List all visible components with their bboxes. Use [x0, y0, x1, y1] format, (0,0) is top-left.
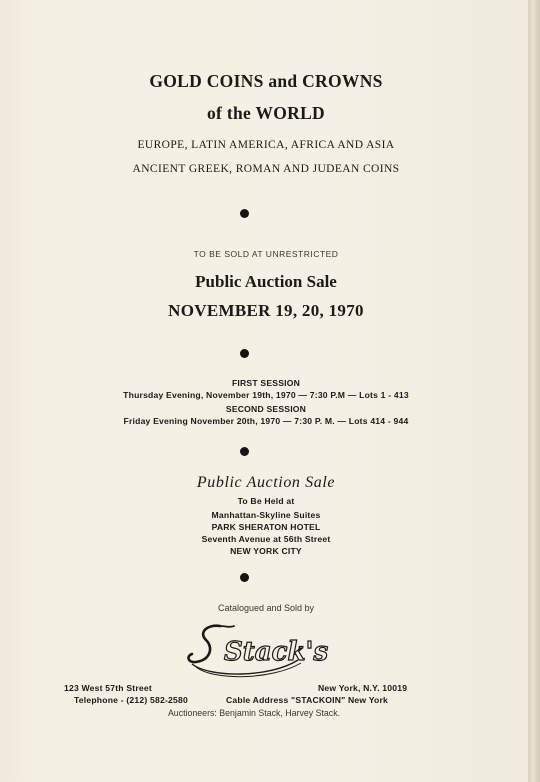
catalogue-title-line1: GOLD COINS and CROWNS	[149, 71, 383, 91]
venue-line: NEW YORK CITY	[230, 546, 302, 556]
footer-cable-address: Cable Address "STACKOIN" New York	[226, 695, 388, 705]
sale-intro: TO BE SOLD AT UNRESTRICTED	[193, 249, 339, 259]
venue-line: Manhattan-Skyline Suites	[211, 510, 321, 520]
venue-held-at: To Be Held at	[237, 496, 295, 506]
catalogue-title-line2: of the WORLD	[207, 103, 325, 123]
bullet-divider	[240, 349, 249, 358]
venue-line: PARK SHERATON HOTEL	[211, 522, 321, 532]
sale-heading: Public Auction Sale	[195, 272, 337, 291]
session-heading: FIRST SESSION	[231, 378, 301, 388]
footer-telephone: Telephone - (212) 582-2580	[74, 695, 188, 705]
catalogue-subtitle-line2: ANCIENT GREEK, ROMAN AND JUDEAN COINS	[132, 163, 400, 175]
catalogue-subtitle-line1: EUROPE, LATIN AMERICA, AFRICA AND ASIA	[137, 139, 395, 151]
bullet-divider	[240, 573, 249, 582]
catalogued-by: Catalogued and Sold by	[217, 603, 315, 613]
bullet-divider	[240, 447, 249, 456]
venue-line: Seventh Avenue at 56th Street	[201, 534, 331, 544]
footer-city: New York, N.Y. 10019	[318, 683, 408, 693]
session-heading: SECOND SESSION	[225, 404, 307, 414]
stacks-logo	[180, 620, 329, 682]
footer-auctioneers: Auctioneers: Benjamin Stack, Harvey Stack.	[167, 708, 341, 718]
bullet-divider	[240, 209, 249, 218]
session-detail: Friday Evening November 20th, 1970 — 7:30 P. M. — Lots 414 - 944	[123, 416, 409, 426]
page-edge	[528, 0, 540, 782]
footer-address: 123 West 57th Street	[64, 683, 152, 693]
logo-wordmark: Stack's	[224, 637, 329, 667]
venue-heading: Public Auction Sale	[196, 474, 336, 491]
sale-date: NOVEMBER 19, 20, 1970	[168, 301, 364, 320]
session-detail: Thursday Evening, November 19th, 1970 — 7:30 P.M — Lots 1 - 413	[123, 390, 409, 400]
